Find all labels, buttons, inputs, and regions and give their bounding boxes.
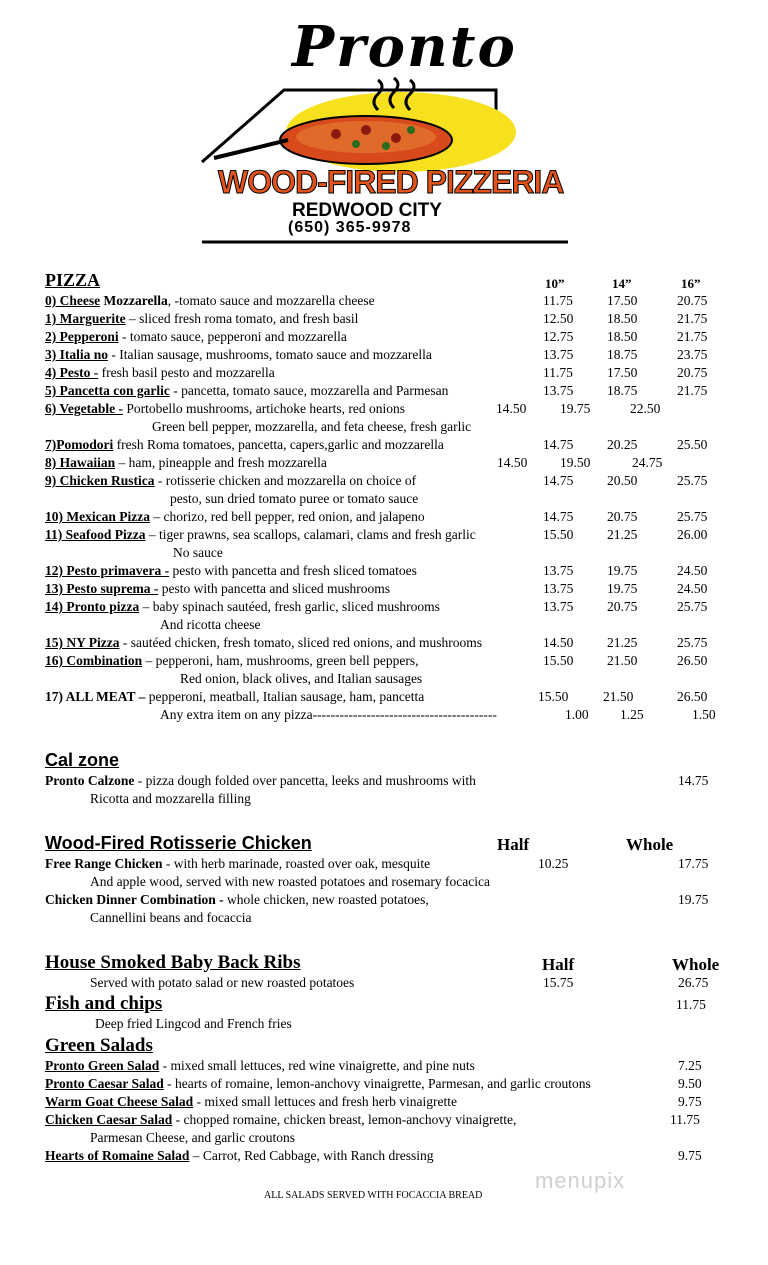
pizza-price-16in: 21.75: [677, 311, 708, 326]
pizza-price-10in: 14.50: [496, 401, 527, 416]
pizza-section-title: PIZZA: [45, 270, 101, 290]
salad-item-desc: - chopped romaine, chicken breast, lemon-anchovy vinaigrette,: [172, 1112, 517, 1127]
pizza-item-name: 16) Combination: [45, 653, 143, 668]
pizza-item-desc: fresh Roma tomatoes, pancetta, capers,garlic and mozzarella: [113, 437, 444, 452]
fish-desc: Deep fried Lingcod and French fries: [95, 1016, 292, 1031]
extra-price-10: 1.00: [565, 707, 589, 722]
logo-title-text: WOOD-FIRED PIZZERIA: [218, 164, 564, 200]
pizza-item: [45, 653, 418, 669]
salad-item-desc: - mixed small lettuces and fresh herb vinaigrette: [193, 1094, 458, 1109]
salad-price: 9.50: [678, 1076, 702, 1091]
pizza-item: [45, 329, 347, 345]
chicken-whole-header: Whole: [626, 835, 674, 854]
pizza-price-16in: 21.75: [677, 329, 708, 344]
salad-item: [45, 1148, 433, 1164]
pizza-item: [45, 347, 432, 363]
pizza-price-16in: 22.50: [630, 401, 661, 416]
pizza-item-desc: - Italian sausage, mushrooms, tomato sauce and mozzarella: [108, 347, 432, 362]
pizza-price-16in: 25.75: [677, 473, 708, 488]
pizza-price-14in: 20.25: [607, 437, 638, 452]
pizza-price-16in: 25.75: [677, 509, 708, 524]
pizza-price-16in: 25.75: [677, 635, 708, 650]
pizza-item-desc: pesto with pancetta and sliced mushrooms: [158, 581, 391, 596]
pizza-price-14in: 21.25: [607, 635, 638, 650]
pizza-item-name: 1) Marguerite: [45, 311, 126, 326]
salad-item-desc: – Carrot, Red Cabbage, with Ranch dressing: [189, 1148, 434, 1163]
pizza-item-desc: – baby spinach sautéed, fresh garlic, sliced mushrooms: [139, 599, 440, 614]
pizza-item: [45, 455, 327, 471]
calzone-section-title: Cal zone: [45, 750, 120, 770]
salad-price: 9.75: [678, 1148, 702, 1163]
pizza-item-name: 4) Pesto -: [45, 365, 99, 380]
ribs-section-title: House Smoked Baby Back Ribs: [45, 952, 301, 973]
pizza-price-14in: 20.75: [607, 599, 638, 614]
pizza-item-desc: – pepperoni, ham, mushrooms, green bell peppers,: [142, 653, 419, 668]
pizza-item-desc: – ham, pineapple and fresh mozzarella: [115, 455, 327, 470]
chicken-item-2-desc: whole chicken, new roasted potatoes,: [223, 892, 429, 907]
pizza-price-10in: 12.50: [543, 311, 574, 326]
salad-item-desc-cont: Parmesan Cheese, and garlic croutons: [90, 1130, 296, 1145]
pizza-item: [45, 689, 424, 705]
pizza-item: [45, 401, 405, 417]
pizza-item-desc: fresh basil pesto and mozzarella: [98, 365, 275, 380]
salad-item: [45, 1112, 516, 1128]
pizza-price-10in: 13.75: [543, 563, 574, 578]
pizza-item: [45, 635, 482, 651]
pizza-price-16in: 20.75: [677, 365, 708, 380]
logo-script-text: Pronto: [292, 14, 517, 80]
pizza-price-14in: 19.50: [560, 455, 591, 470]
salad-item: [45, 1058, 475, 1074]
pizza-price-16in: 21.75: [677, 383, 708, 398]
pizza-price-16in: 20.75: [677, 293, 708, 308]
pizza-price-16in: 23.75: [677, 347, 708, 362]
pizza-price-14in: 21.25: [607, 527, 638, 542]
pizza-price-10in: 14.75: [543, 509, 574, 524]
pizza-price-10in: 13.75: [543, 347, 574, 362]
salad-item-name: Pronto Green Salad: [45, 1058, 160, 1073]
chicken-item-1-name: Free Range Chicken: [45, 856, 163, 871]
pizza-item-desc: , -tomato sauce and mozzarella cheese: [167, 293, 375, 308]
calzone-item: [45, 773, 476, 789]
salad-item-name: Chicken Caesar Salad: [45, 1112, 173, 1127]
pizza-price-14in: 18.50: [607, 329, 638, 344]
ribs-half-header: Half: [542, 955, 575, 974]
ribs-half-price: 15.75: [543, 975, 574, 990]
pizza-price-14in: 17.50: [607, 293, 638, 308]
ribs-desc: Served with potato salad or new roasted potatoes: [90, 975, 355, 990]
pizza-price-10in: 11.75: [543, 365, 573, 380]
pizza-price-10in: 12.75: [543, 329, 574, 344]
salad-price: 7.25: [678, 1058, 702, 1073]
pizza-item-desc-cont: Red onion, black olives, and Italian sausages: [180, 671, 423, 686]
ribs-whole-header: Whole: [672, 955, 720, 974]
fish-price: 11.75: [676, 997, 706, 1012]
pizza-item-name: 9) Chicken Rustica: [45, 473, 155, 488]
salad-item-desc: - hearts of romaine, lemon-anchovy vinaigrette, Parmesan, and garlic croutons: [163, 1076, 591, 1091]
pizza-size-14: 14”: [612, 276, 632, 291]
salad-item-desc: - mixed small lettuces, red wine vinaigrette, and pine nuts: [159, 1058, 475, 1073]
pizza-price-16in: 24.75: [632, 455, 663, 470]
pizza-item-name: 11) Seafood Pizza: [45, 527, 146, 542]
pizza-item-desc: - pancetta, tomato sauce, mozzarella and Parmesan: [169, 383, 449, 398]
chicken-item-2-cont: Cannellini beans and focaccia: [90, 910, 252, 925]
menupix-watermark: menupix: [535, 1168, 626, 1193]
pizza-item: [45, 311, 358, 327]
salad-price: 9.75: [678, 1094, 702, 1109]
pizza-size-16: 16”: [681, 276, 701, 291]
pizza-price-10in: 14.75: [543, 437, 574, 452]
pizza-price-10in: 13.75: [543, 383, 574, 398]
pizza-price-14in: 19.75: [607, 563, 638, 578]
pizza-item: [45, 473, 416, 489]
pizza-item-name-extra: Mozzarella: [103, 293, 168, 308]
pizza-item-name: 0) Cheese: [45, 293, 101, 308]
pizza-item-desc: Portobello mushrooms, artichoke hearts, red onions: [123, 401, 405, 416]
pizza-price-14in: 18.75: [607, 383, 638, 398]
pizza-item-name: 17) ALL MEAT –: [45, 689, 146, 704]
pizza-item-name: 3) Italia no: [45, 347, 109, 362]
pizza-item-desc-cont: And ricotta cheese: [160, 617, 261, 632]
pizza-item-name: 10) Mexican Pizza: [45, 509, 150, 524]
calzone-price: 14.75: [678, 773, 709, 788]
pizzeria-logo: [196, 12, 576, 248]
pizza-item: [45, 527, 476, 543]
chicken-item-1: [45, 856, 430, 872]
salad-price: 11.75: [670, 1112, 700, 1127]
ribs-whole-price: 26.75: [678, 975, 709, 990]
pizza-item-name: 8) Hawaiian: [45, 455, 116, 470]
pizza-item: [45, 509, 425, 525]
salad-item: [45, 1094, 457, 1110]
pizza-item: [45, 293, 375, 309]
salad-item-name: Warm Goat Cheese Salad: [45, 1094, 194, 1109]
chicken-item-1-cont: And apple wood, served with new roasted potatoes and rosemary focacica: [90, 874, 490, 889]
pizza-price-14in: 18.75: [607, 347, 638, 362]
logo-phone-text: (650) 365-9978: [288, 219, 412, 236]
pizza-item-desc: – sliced fresh roma tomato, and fresh basil: [125, 311, 359, 326]
extra-price-16: 1.50: [692, 707, 716, 722]
pizza-item-name: 2) Pepperoni: [45, 329, 119, 344]
pizza-item-desc: - sautéed chicken, fresh tomato, sliced red onions, and mushrooms: [119, 635, 483, 650]
chicken-item-1-half: 10.25: [538, 856, 569, 871]
pizza-price-14in: 19.75: [607, 581, 638, 596]
pizza-price-16in: 24.50: [677, 563, 708, 578]
pizza-price-10in: 13.75: [543, 599, 574, 614]
extra-price-14: 1.25: [620, 707, 644, 722]
salad-item: [45, 1076, 591, 1092]
pizza-extra-label: Any extra item on any pizza-----------------------------------------: [160, 707, 497, 722]
pizza-item-name: 6) Vegetable -: [45, 401, 123, 416]
logo-city-text: REDWOOD CITY: [292, 200, 442, 221]
pizza-price-10in: 14.50: [497, 455, 528, 470]
pizza-item-desc: pepperoni, meatball, Italian sausage, ham, pancetta: [145, 689, 425, 704]
pizza-price-14in: 19.75: [560, 401, 591, 416]
salads-section-title: Green Salads: [45, 1035, 153, 1056]
pizza-item-name: 13) Pesto suprema -: [45, 581, 159, 596]
pizza-size-10: 10”: [545, 276, 565, 291]
pizza-price-14in: 20.75: [607, 509, 638, 524]
calzone-name: Pronto Calzone: [45, 773, 135, 788]
pizza-price-16in: 25.50: [677, 437, 708, 452]
pizza-price-10in: 14.75: [543, 473, 574, 488]
pizza-price-10in: 14.50: [543, 635, 574, 650]
pizza-price-10in: 15.50: [543, 653, 574, 668]
pizza-price-10in: 15.50: [543, 527, 574, 542]
chicken-half-header: Half: [497, 835, 530, 854]
pizza-item-desc: pesto with pancetta and fresh sliced tomatoes: [169, 563, 417, 578]
calzone-desc-cont: Ricotta and mozzarella filling: [90, 791, 251, 806]
pizza-item: [45, 437, 444, 453]
calzone-desc: - pizza dough folded over pancetta, leeks and mushrooms with: [134, 773, 476, 788]
pizza-price-16in: 26.50: [677, 653, 708, 668]
pizza-item-desc: – chorizo, red bell pepper, red onion, and jalapeno: [149, 509, 425, 524]
pizza-item-name: 12) Pesto primavera -: [45, 563, 170, 578]
salad-item-name: Hearts of Romaine Salad: [45, 1148, 190, 1163]
pizza-price-10in: 15.50: [538, 689, 569, 704]
salad-item-name: Pronto Caesar Salad: [45, 1076, 164, 1091]
pizza-item-desc: - rotisserie chicken and mozzarella on choice of: [154, 473, 417, 488]
pizza-item-name: 7)Pomodori: [45, 437, 114, 452]
pizza-price-16in: 24.50: [677, 581, 708, 596]
pizza-item-desc: - tomato sauce, pepperoni and mozzarella: [118, 329, 347, 344]
pizza-item: [45, 383, 448, 399]
pizza-item: [45, 365, 275, 381]
chicken-item-2-whole: 19.75: [678, 892, 709, 907]
salads-footer-note: ALL SALADS SERVED WITH FOCACCIA BREAD: [264, 1190, 483, 1201]
pizza-item-name: 14) Pronto pizza: [45, 599, 140, 614]
pizza-item: [45, 581, 390, 597]
pizza-item-desc: – tiger prawns, sea scallops, calamari, clams and fresh garlic: [145, 527, 476, 542]
pizza-item: [45, 599, 440, 615]
pizza-price-14in: 17.50: [607, 365, 638, 380]
pizza-price-14in: 18.50: [607, 311, 638, 326]
chicken-item-1-whole: 17.75: [678, 856, 709, 871]
fish-section-title: Fish and chips: [45, 993, 163, 1014]
pizza-item-name: 15) NY Pizza: [45, 635, 120, 650]
pizza-price-16in: 26.00: [677, 527, 708, 542]
pizza-item-desc-cont: Green bell pepper, mozzarella, and feta cheese, fresh garlic: [152, 419, 472, 434]
pizza-price-14in: 21.50: [607, 653, 638, 668]
pizza-price-16in: 25.75: [677, 599, 708, 614]
pizza-price-14in: 21.50: [603, 689, 634, 704]
pizza-item-desc-cont: pesto, sun dried tomato puree or tomato sauce: [170, 491, 419, 506]
pizza-price-10in: 13.75: [543, 581, 574, 596]
pizza-item: [45, 563, 417, 579]
pizza-price-10in: 11.75: [543, 293, 573, 308]
chicken-item-2: [45, 892, 429, 908]
pizza-price-14in: 20.50: [607, 473, 638, 488]
chicken-section-title: Wood-Fired Rotisserie Chicken: [45, 833, 312, 853]
pizza-item-desc-cont: No sauce: [173, 545, 223, 560]
chicken-item-1-desc: - with herb marinade, roasted over oak, mesquite: [162, 856, 431, 871]
pizza-item-name: 5) Pancetta con garlic: [45, 383, 170, 398]
chicken-item-2-name: Chicken Dinner Combination -: [45, 892, 224, 907]
pizza-price-16in: 26.50: [677, 689, 708, 704]
